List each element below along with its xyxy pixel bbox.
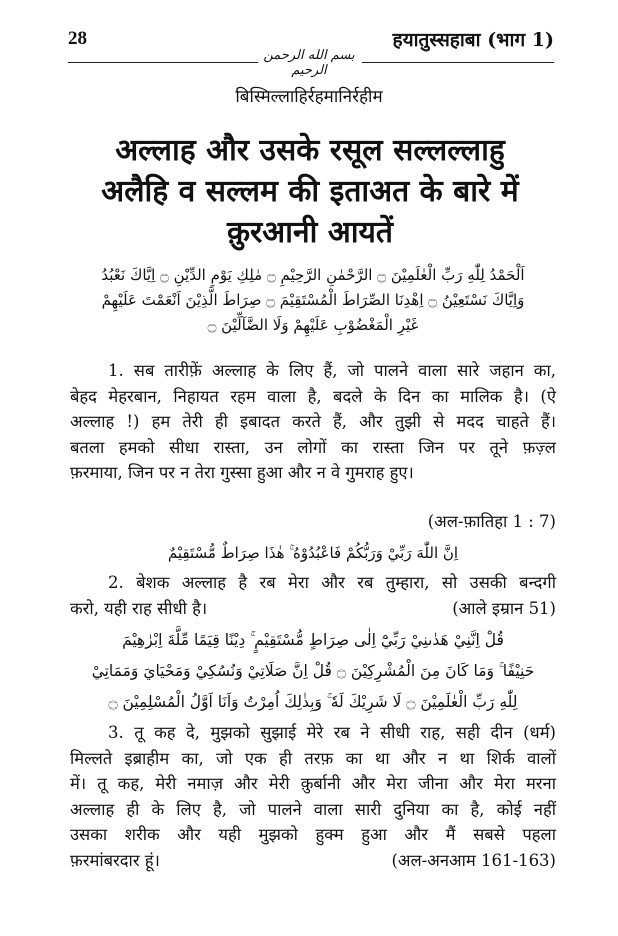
text-line: उसका शरीक और यही मुझको हुक्म हुआ और मैं सबसे पहला <box>70 825 556 844</box>
text-line: 3. तू कह दे, मुझको सुझाई मेरे रब ने सीधी राह, सही दीन (धर्म) <box>108 723 556 742</box>
arabic-line: قُلْ اِنَّنِيْ هَدٰىنِيْ رَبِّيْٓ اِلٰى صِرَاطٍ مُّسْتَقِيْمٍ ۚ دِيْنًا قِيَمًا مِّلَّةَ اِبْرٰهِيْمَ <box>122 631 504 649</box>
translation-paragraph-1 <box>70 358 556 486</box>
arabic-line: غَيْرِ الْمَغْضُوْبِ عَلَيْهِمْ وَلَا الضَّآلِّيْنَ ۝ <box>207 316 419 334</box>
text-line: बेहद मेहरबान, निहायत रहम वाला है, बदले के दिन का मालिक है। (ऐ <box>70 386 556 406</box>
verse-reference: (अल-फ़ातिहा 1 : 7) <box>427 512 556 531</box>
page-number: 28 <box>68 28 87 49</box>
text-line: फ़रमाया, जिन पर न तेरा गुस्सा हुआ और न वे गुमराह हुए। <box>70 463 414 482</box>
text-line: अल्लाह ही के लिए है, जो पालने वाला सारी दुनिया का है, कोई नहीं <box>70 799 556 819</box>
bismillah-calligraphy-ornament: بسم الله الرحمن الرحيم <box>263 48 355 78</box>
running-title: हयातुस्सहाबा (भाग 1) <box>392 29 554 51</box>
verse-reference: (आले इम्रान 51) <box>452 598 556 618</box>
arabic-line: حَنِيْفًا ۚ وَمَا كَانَ مِنَ الْمُشْرِكِيْنَ ۝ قُلْ اِنَّ صَلَاتِيْ وَنُسُكِيْ وَمَحْيَايَ وَمَمَاتِيْ <box>91 662 535 680</box>
chapter-title <box>60 130 560 253</box>
text-line: 2. बेशक अल्लाह है रब मेरा और रब तुम्हारा, सो उसकी बन्दगी <box>108 573 556 592</box>
arabic-line: لِلّٰهِ رَبِّ الْعٰلَمِيْنَ ۝ لَا شَرِيْكَ لَهٗ ۚ وَبِذٰلِكَ اُمِرْتُ وَاَنَا اَوَّلُ الْمُسْلِمِيْنَ ۝ <box>108 693 518 711</box>
header-rule-left <box>68 62 258 63</box>
bismillah-text: बिस्मिल्लाहिर्रहमानिर्रहीम <box>235 87 383 107</box>
text-line: में। तू कह, मेरी नमाज़ और मेरी क़ुर्बानी और मेरा जीना और मेरा मरना <box>70 774 556 793</box>
translation-paragraph-2 <box>70 570 556 621</box>
arabic-verse-fatiha <box>70 263 556 338</box>
arabic-line: وَاِيَّاكَ نَسْتَعِيْنُ ۝ اِهْدِنَا الصِّرَاطَ الْمُسْتَقِيْمَ ۝ صِرَاطَ الَّذِيْنَ اَنْعَمْتَ عَلَيْهِمْ <box>101 291 525 309</box>
arabic-line: اِنَّ اللّٰهَ رَبِّيْ وَرَبُّكُمْ فَاعْبُدُوْهُ ۚ هٰذَا صِرَاطٌ مُّسْتَقِيْمٌ <box>167 544 459 562</box>
arabic-line: اَلْحَمْدُ لِلّٰهِ رَبِّ الْعٰلَمِيْنَ ۝ الرَّحْمٰنِ الرَّحِيْمِ ۝ مٰلِكِ يَوْمِ الدِّيْنِ ۝ اِيَّاكَ نَعْبُدُ <box>101 266 525 284</box>
header-rule-right <box>362 62 554 63</box>
text-line: मिल्लते इब्राहीम का, जो एक ही तरफ़ का था और न था शिर्क वालों <box>70 748 556 768</box>
title-line: अल्लाह और उसके रसूल सल्लल्लाहु <box>115 133 505 168</box>
text-line: फ़रमांबरदार हूं। <box>70 850 160 870</box>
text-line: अल्लाह !) हम तेरी ही इबादत करते हैं, और तुझी से मदद चाहते हैं। <box>70 412 556 431</box>
arabic-verse-al-anam <box>70 625 556 718</box>
text-line: 1. सब तारीफ़ें अल्लाह के लिए हैं, जो पालने वाला सारे जहान का, <box>108 361 556 380</box>
verse-reference: (अल-अनआम 161-163) <box>391 850 556 870</box>
arabic-verse-al-imran <box>70 541 556 566</box>
translation-paragraph-3 <box>70 720 556 873</box>
text-line: करो, यही राह सीधी है। <box>70 598 208 618</box>
text-line: बतला हमको सीधा रास्ता, उन लोगों का रास्ता जिन पर तूने फ़ज़्ल <box>70 437 556 457</box>
title-line: क़ुरआनी आयतें <box>227 215 393 250</box>
title-line: अलैहि व सल्लम की इताअत के बारे में <box>101 174 519 209</box>
